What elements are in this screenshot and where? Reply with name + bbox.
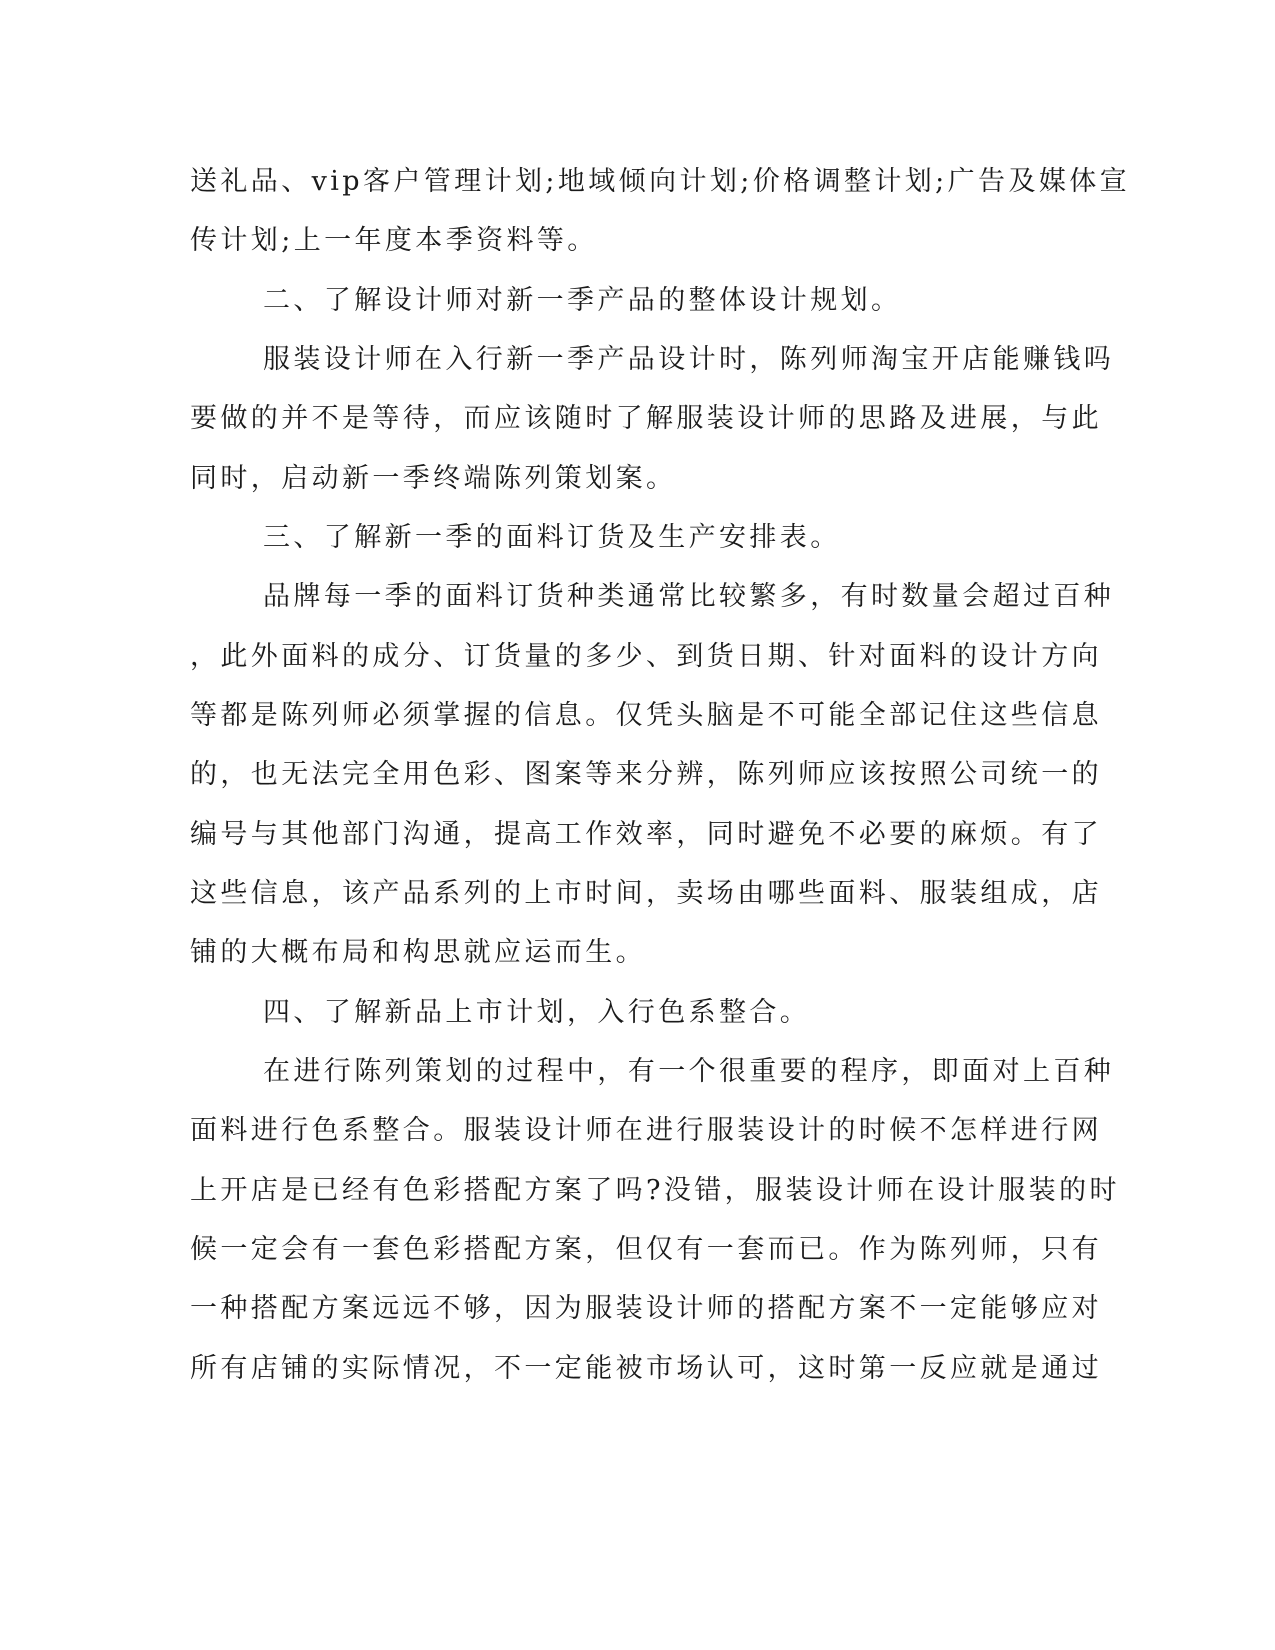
- text-line: 服装设计师在入行新一季产品设计时，陈列师淘宝开店能赚钱吗: [263, 344, 1115, 375]
- text-line: 铺的大概布局和构思就应运而生。: [190, 937, 646, 968]
- text-line: 面料进行色系整合。服装设计师在进行服装设计的时候不怎样进行网: [190, 1115, 1102, 1146]
- text-line: 传计划;上一年度本季资料等。: [190, 225, 598, 256]
- text-line: 的，也无法完全用色彩、图案等来分辨，陈列师应该按照公司统一的: [190, 759, 1102, 790]
- text-line: 编号与其他部门沟通，提高工作效率，同时避免不必要的麻烦。有了: [190, 819, 1102, 850]
- section-heading: 四、了解新品上市计划，入行色系整合。: [263, 997, 811, 1028]
- text-line: 上开店是已经有色彩搭配方案了吗?没错，服装设计师在设计服装的时: [190, 1175, 1120, 1206]
- text-line: 等都是陈列师必须掌握的信息。仅凭头脑是不可能全部记住这些信息: [190, 700, 1102, 731]
- text-line: 所有店铺的实际情况，不一定能被市场认可，这时第一反应就是通过: [190, 1353, 1102, 1384]
- text-line: 在进行陈列策划的过程中，有一个很重要的程序，即面对上百种: [263, 1056, 1115, 1087]
- section-heading: 二、了解设计师对新一季产品的整体设计规划。: [263, 285, 902, 316]
- section-heading: 三、了解新一季的面料订货及生产安排表。: [263, 522, 841, 553]
- text-line: 品牌每一季的面料订货种类通常比较繁多，有时数量会超过百种: [263, 581, 1115, 612]
- text-line: 同时，启动新一季终端陈列策划案。: [190, 463, 677, 494]
- text-line: 送礼品、vip客户管理计划;地域倾向计划;价格调整计划;广告及媒体宣: [190, 166, 1131, 197]
- text-line: 这些信息，该产品系列的上市时间，卖场由哪些面料、服装组成，店: [190, 878, 1102, 909]
- text-line: 要做的并不是等待，而应该随时了解服装设计师的思路及进展，与此: [190, 403, 1102, 434]
- text-line: 候一定会有一套色彩搭配方案，但仅有一套而已。作为陈列师，只有: [190, 1234, 1102, 1265]
- text-line: ，此外面料的成分、订货量的多少、到货日期、针对面料的设计方向: [190, 641, 1102, 672]
- text-line: 一种搭配方案远远不够，因为服装设计师的搭配方案不一定能够应对: [190, 1293, 1102, 1324]
